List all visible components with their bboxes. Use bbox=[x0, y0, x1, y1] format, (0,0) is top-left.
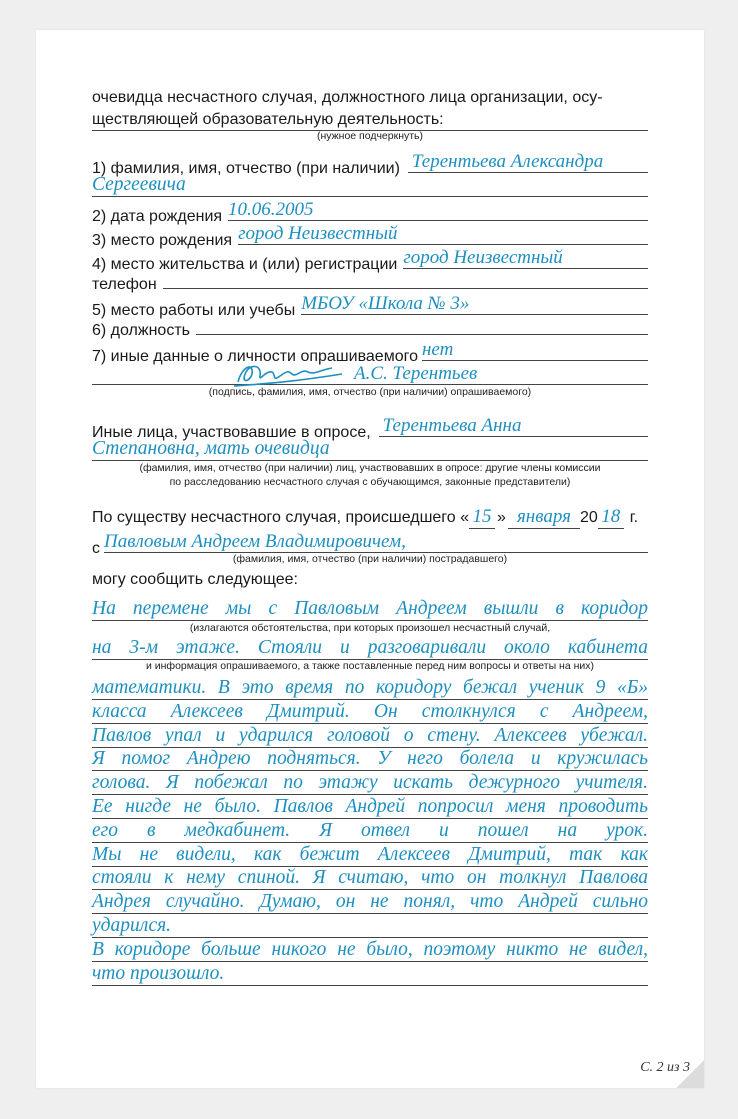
statement-line: Я помог Андрею подняться. У него болела и кружилась bbox=[92, 748, 648, 770]
statement-line: голова. Я побежал по этажу искать дежурного учителя. bbox=[92, 772, 648, 794]
report-label: могу сообщить следующее: bbox=[92, 571, 298, 588]
other-persons-caption-2: по расследованию несчастного случая с обучающимся, законные представители) bbox=[169, 476, 571, 488]
other-persons-caption-1: (фамилия, имя, отчество (при наличии) лиц, участвовавших в опросе: другие члены комиссии bbox=[139, 462, 601, 474]
other-value: нет bbox=[421, 339, 454, 360]
incident-month: января bbox=[516, 506, 571, 527]
name-value-1: Терентьева Александра bbox=[411, 151, 604, 172]
statement-line-2: на 3-м этаже. Стояли и разговаривали около кабинета bbox=[92, 637, 648, 658]
incident-day: 15 bbox=[472, 506, 492, 527]
dob-label: 2) дата рождения bbox=[92, 208, 223, 225]
birthplace-value: город Неизвестный bbox=[238, 223, 398, 244]
birthplace-label: 3) место рождения bbox=[92, 232, 233, 249]
statement-line: Ее нигде не было. Павлов Андрей попросил меня проводить bbox=[92, 796, 648, 817]
statement-line: его в медкабинет. Я отвел и пошел на урок. bbox=[92, 819, 648, 841]
incident-year: 18 bbox=[601, 506, 621, 527]
statement-line: математики. В это время по коридору бежал ученик 9 «Б» bbox=[92, 677, 648, 698]
victim-name: Павловым Андреем Владимировичем, bbox=[104, 531, 406, 552]
signature-name: А.С. Терентьев bbox=[354, 363, 478, 384]
statement-line: В коридоре больше никого не было, поэтому никто не видел, bbox=[92, 938, 648, 960]
document-page bbox=[36, 30, 704, 1088]
incident-label: По существу несчастного случая, происшедшего « bbox=[92, 509, 470, 526]
statement-line: класса Алексеев Дмитрий. Он столкнулся с Андреем, bbox=[92, 700, 648, 722]
other-persons-label: Иные лица, участвовавшие в опросе, bbox=[92, 424, 371, 441]
intro-line-2: ществляющей образовательную деятельность: bbox=[92, 110, 648, 131]
phone-label: телефон bbox=[92, 276, 157, 293]
position-label: 6) должность bbox=[92, 322, 190, 339]
work-value: МБОУ «Школа № 3» bbox=[301, 293, 470, 314]
signature-caption: (подпись, фамилия, имя, отчество (при наличии) опрашиваемого) bbox=[208, 386, 532, 398]
intro-line-1: очевидца несчастного случая, должностного лица организации, осу- bbox=[92, 89, 603, 106]
other-persons-value-2: Степановна, мать очевидца bbox=[92, 437, 648, 461]
incident-date-row bbox=[92, 506, 648, 529]
incident-year-prefix: 20 bbox=[579, 509, 598, 526]
statement-line: Павлов упал и ударился головой о стену. Алексеев убежал. bbox=[92, 724, 648, 746]
statement-line: ударился. bbox=[92, 914, 648, 938]
statement-line: что произошло. bbox=[92, 962, 648, 986]
victim-with-label: с bbox=[92, 540, 100, 557]
signature-line bbox=[92, 364, 648, 385]
name-value-2: Сергеевича bbox=[92, 173, 648, 197]
residence-label: 4) место жительства и (или) регистрации bbox=[92, 256, 398, 273]
work-label: 5) место работы или учебы bbox=[92, 302, 296, 319]
statement-line-1: На перемене мы с Павловым Андреем вышли в коридор bbox=[92, 598, 648, 619]
statement-line: Андрея случайно. Думаю, он не понял, что Андрей сильно bbox=[92, 891, 648, 913]
other-persons-value-1: Терентьева Анна bbox=[382, 415, 522, 436]
statement-line: Мы не видели, как бежит Алексеев Дмитрий, так как bbox=[92, 843, 648, 865]
dob-value: 10.06.2005 bbox=[228, 199, 314, 220]
name-label: 1) фамилия, имя, отчество (при наличии) bbox=[92, 160, 400, 177]
intro-caption: (нужное подчеркнуть) bbox=[316, 130, 424, 142]
statement-caption-1: (излагаются обстоятельства, при которых произошел несчастный случай, bbox=[189, 622, 551, 634]
victim-caption: (фамилия, имя, отчество (при наличии) пострадавшего) bbox=[232, 553, 508, 565]
page-number: С. 2 из 3 bbox=[640, 1060, 690, 1075]
incident-year-suffix: г. bbox=[629, 509, 639, 526]
incident-quote: » bbox=[497, 509, 506, 526]
statement-caption-2: и информация опрашиваемого, а также поставленные перед ним вопросы и ответы на них) bbox=[145, 660, 595, 672]
statement-line: стояли к нему спиной. Я считаю, что он толкнул Павлова bbox=[92, 867, 648, 889]
residence-value: город Неизвестный bbox=[403, 247, 563, 268]
other-label: 7) иные данные о личности опрашиваемого bbox=[92, 348, 418, 365]
